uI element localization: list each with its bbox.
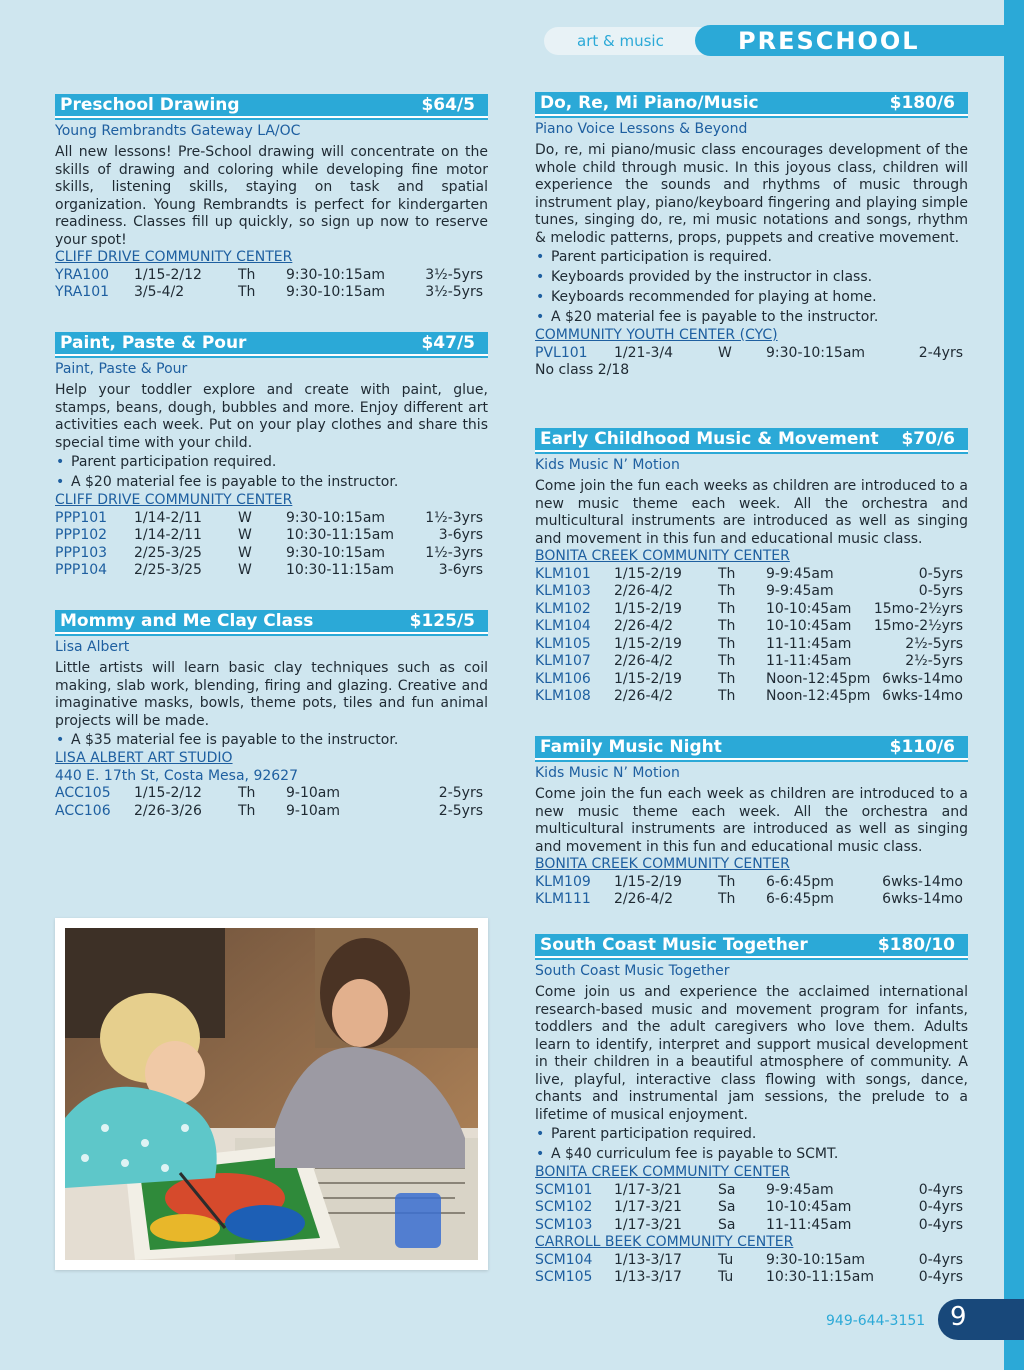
class-time: 11-11:45am — [766, 653, 852, 669]
class-code[interactable]: KLM105 — [535, 635, 591, 652]
class-row — [535, 1182, 963, 1200]
class-age: 3-6yrs — [438, 562, 483, 578]
class-dates: 1/14-2/11 — [134, 527, 202, 543]
class-row — [535, 1217, 963, 1235]
course-title: Mommy and Me Clay Class — [60, 611, 314, 631]
course-price: $125/5 — [409, 611, 475, 631]
class-code[interactable]: SCM104 — [535, 1251, 593, 1268]
class-row — [535, 688, 963, 706]
course-note-item: • A $20 material fee is payable to the instructor. — [535, 307, 968, 327]
class-dates: 1/15-2/19 — [614, 873, 682, 890]
class-dates: 2/26-4/2 — [614, 653, 674, 669]
course-notes — [535, 247, 968, 327]
class-schedule-table — [55, 267, 483, 302]
class-code[interactable]: KLM109 — [535, 873, 591, 890]
class-row — [535, 1269, 963, 1287]
class-age: 2-5yrs — [438, 785, 483, 801]
class-row — [55, 267, 483, 285]
class-row — [535, 1199, 963, 1217]
class-day: Th — [718, 618, 736, 634]
class-row — [535, 1252, 963, 1270]
class-age: 6wks-14mo — [882, 891, 963, 907]
class-dates: 2/26-4/2 — [614, 688, 674, 704]
class-day: Th — [718, 688, 736, 704]
course-instructor: Young Rembrandts Gateway LA/OC — [55, 123, 301, 139]
class-dates: 2/26-3/26 — [134, 802, 202, 819]
class-schedule-table — [535, 874, 963, 909]
class-day: Tu — [718, 1269, 734, 1285]
class-row — [55, 284, 483, 302]
class-day: Th — [238, 802, 256, 819]
class-schedule-table — [535, 345, 963, 363]
course-title-bar — [55, 94, 488, 118]
class-code[interactable]: KLM103 — [535, 583, 591, 599]
course-description: All new lessons! Pre-School drawing will concentrate on the skills of drawing and coloring while developing fine motor skills, listening skills, staying on task and spatial organization. Young Rembrandts is perfect for kindergarten readiness. Classes fill up quickly, so sign up now to reserve your spot! — [55, 144, 488, 248]
class-time: 9:30-10:15am — [766, 344, 866, 361]
class-dates: 1/17-3/21 — [614, 1216, 682, 1233]
class-row — [535, 583, 963, 601]
class-row — [535, 653, 963, 671]
section-title: PRESCHOOL — [738, 27, 920, 55]
class-row — [535, 566, 963, 584]
class-dates: 1/13-3/17 — [614, 1269, 682, 1285]
class-schedule-table — [55, 785, 483, 820]
class-schedule-table — [535, 1182, 963, 1235]
class-row — [535, 636, 963, 654]
course-schedule-note: No class 2/18 — [535, 362, 630, 378]
class-age: 0-4yrs — [918, 1199, 963, 1215]
course-note-item: • Keyboards provided by the instructor in class. — [535, 267, 968, 287]
class-time: 6-6:45pm — [766, 891, 834, 907]
class-time: 9:30-10:15am — [286, 509, 386, 526]
class-day: Th — [238, 785, 256, 801]
class-day: W — [238, 527, 252, 543]
course-instructor: South Coast Music Together — [535, 963, 730, 979]
class-code[interactable]: PPP101 — [55, 509, 108, 526]
course-title: South Coast Music Together — [540, 935, 808, 955]
class-day: Th — [718, 565, 736, 582]
class-row — [535, 891, 963, 909]
class-day: Th — [718, 670, 736, 687]
course-title-bar — [55, 610, 488, 634]
class-dates: 1/14-2/11 — [134, 509, 202, 526]
class-age: 0-5yrs — [918, 583, 963, 599]
class-code[interactable]: YRA101 — [55, 284, 110, 300]
class-time: 9-9:45am — [766, 1181, 834, 1198]
class-row — [535, 671, 963, 689]
course-description: Help your toddler explore and create with paint, glue, stamps, beans, dough, bubbles and more. Enjoy different art activities each week. Put on your play clothes and share this special time with your child. — [55, 382, 488, 451]
class-dates: 1/15-2/12 — [134, 785, 202, 801]
class-day: Th — [718, 600, 736, 617]
class-row — [535, 874, 963, 892]
course-price: $64/5 — [421, 95, 475, 115]
class-code[interactable]: SCM105 — [535, 1269, 593, 1285]
course-title-bar — [535, 736, 968, 760]
class-row — [535, 345, 963, 363]
class-code[interactable]: PPP103 — [55, 544, 108, 561]
class-dates: 1/15-2/12 — [134, 266, 202, 283]
class-age: 15mo-2½yrs — [873, 618, 963, 634]
class-time: 9-9:45am — [766, 565, 834, 582]
course-description: Come join us and experience the acclaimed international research-based music and movement program for infants, toddlers and the adult caregivers who love them. Adults learn to identify, interpret and support musical development in their children in a beautiful atmosphere of community. A live, playful, interactive class flowing with songs, dance, chants and instrumental jam sessions, the prelude to a lifetime of musical enjoyment. — [535, 984, 968, 1123]
class-age: 0-4yrs — [918, 1181, 963, 1198]
class-day: Sa — [718, 1216, 736, 1233]
class-dates: 1/15-2/19 — [614, 670, 682, 687]
left-course-3 — [55, 610, 488, 820]
class-time: 10-10:45am — [766, 618, 852, 634]
class-day: W — [718, 344, 732, 361]
class-day: W — [238, 562, 252, 578]
class-time: 9:30-10:15am — [766, 1251, 866, 1268]
class-age: 15mo-2½yrs — [873, 600, 963, 617]
course-title: Paint, Paste & Pour — [60, 333, 247, 353]
class-age: 1½-3yrs — [425, 544, 483, 561]
location-link[interactable]: CARROLL BEEK COMMUNITY CENTER — [535, 1234, 794, 1250]
course-description: Do, re, mi piano/music class encourages development of the whole child through music. In this joyous class, children will experience the sounds and rhythms of music through instrument play, piano/keyboard fingering and playing simple tunes, singing do, re, mi music notations and songs, rhythm & melodic patterns, props, puppets and creative movement. — [535, 142, 968, 246]
right-course-4 — [535, 934, 968, 1287]
location-address: 440 E. 17th St, Costa Mesa, 92627 — [55, 767, 298, 784]
course-title: Do, Re, Mi Piano/Music — [540, 93, 759, 113]
course-title: Preschool Drawing — [60, 95, 240, 115]
class-time: 10:30-11:15am — [766, 1269, 874, 1285]
class-age: 6wks-14mo — [882, 873, 963, 890]
class-age: 3½-5yrs — [425, 266, 483, 283]
course-note-item: • Parent participation required. — [55, 452, 488, 472]
class-age: 0-5yrs — [918, 565, 963, 582]
class-schedule-table — [535, 1252, 963, 1287]
course-price: $180/6 — [889, 93, 955, 113]
class-time: 9-10am — [286, 802, 340, 819]
left-course-2 — [55, 332, 488, 580]
class-age: 6wks-14mo — [882, 688, 963, 704]
course-description: Come join the fun each weeks as children are introduced to a new music theme each week. All the orchestra and multicultural instruments are introduced as well as singing and movement in this fun and educational music class. — [535, 478, 968, 547]
class-time: 9-10am — [286, 785, 340, 801]
class-day: Th — [718, 891, 736, 907]
class-code[interactable]: ACC105 — [55, 785, 111, 801]
class-age: 2-5yrs — [438, 802, 483, 819]
class-age: 0-4yrs — [918, 1251, 963, 1268]
left-course-1 — [55, 94, 488, 302]
class-row — [535, 601, 963, 619]
class-time: 11-11:45am — [766, 1216, 852, 1233]
class-time: 9:30-10:15am — [286, 544, 386, 561]
class-row — [55, 510, 483, 528]
course-note-item: • Parent participation required. — [535, 1124, 968, 1144]
right-course-2 — [535, 428, 968, 706]
class-code[interactable]: KLM111 — [535, 891, 591, 907]
class-age: 1½-3yrs — [425, 509, 483, 526]
class-row — [535, 618, 963, 636]
class-age: 2-4yrs — [918, 344, 963, 361]
class-dates: 1/15-2/19 — [614, 600, 682, 617]
class-time: 10:30-11:15am — [286, 562, 394, 578]
class-day: Th — [718, 873, 736, 890]
class-day: Th — [718, 583, 736, 599]
class-dates: 1/17-3/21 — [614, 1181, 682, 1198]
location-link[interactable]: COMMUNITY YOUTH CENTER (CYC) — [535, 327, 778, 343]
class-row — [55, 562, 483, 580]
course-price: $70/6 — [901, 429, 955, 449]
page-number: 9 — [950, 1302, 967, 1332]
course-title: Early Childhood Music & Movement — [540, 429, 879, 449]
category-label: art & music — [577, 32, 664, 50]
course-note-item: • Parent participation is required. — [535, 247, 968, 267]
course-title: Family Music Night — [540, 737, 722, 757]
course-note-item: • A $35 material fee is payable to the instructor. — [55, 730, 488, 750]
class-code[interactable]: PPP102 — [55, 527, 108, 543]
class-code[interactable]: SCM103 — [535, 1216, 593, 1233]
course-title-bar — [535, 92, 968, 116]
class-code[interactable]: PVL101 — [535, 344, 588, 361]
class-age: 3½-5yrs — [425, 284, 483, 300]
activity-photo — [55, 918, 488, 1270]
course-note-item: • A $40 curriculum fee is payable to SCMT. — [535, 1144, 968, 1164]
course-instructor: Lisa Albert — [55, 639, 130, 655]
location-link[interactable]: CLIFF DRIVE COMMUNITY CENTER — [55, 492, 293, 508]
class-time: 10-10:45am — [766, 600, 852, 617]
location-link[interactable]: BONITA CREEK COMMUNITY CENTER — [535, 1164, 790, 1180]
class-code[interactable]: KLM102 — [535, 600, 591, 617]
class-code[interactable]: PPP104 — [55, 562, 108, 578]
class-row — [55, 785, 483, 803]
class-code[interactable]: KLM108 — [535, 688, 591, 704]
class-day: Sa — [718, 1181, 736, 1198]
location-link[interactable]: LISA ALBERT ART STUDIO — [55, 750, 233, 766]
class-day: Tu — [718, 1251, 734, 1268]
class-code[interactable]: SCM101 — [535, 1181, 593, 1198]
course-price: $180/10 — [877, 935, 955, 955]
course-instructor: Piano Voice Lessons & Beyond — [535, 121, 748, 137]
class-day: Th — [718, 653, 736, 669]
class-dates: 2/25-3/25 — [134, 544, 202, 561]
course-instructor: Kids Music N’ Motion — [535, 457, 680, 473]
course-notes — [55, 730, 488, 750]
class-age: 0-4yrs — [918, 1269, 963, 1285]
class-row — [55, 803, 483, 821]
class-time: 11-11:45am — [766, 635, 852, 652]
class-schedule-table — [535, 566, 963, 706]
class-code[interactable]: KLM104 — [535, 618, 591, 634]
class-day: Sa — [718, 1199, 736, 1215]
class-dates: 2/26-4/2 — [614, 618, 674, 634]
class-dates: 1/13-3/17 — [614, 1251, 682, 1268]
class-time: Noon-12:45pm — [766, 670, 871, 687]
class-time: 6-6:45pm — [766, 873, 834, 890]
class-time: Noon-12:45pm — [766, 688, 871, 704]
class-code[interactable]: KLM101 — [535, 565, 591, 582]
class-dates: 2/26-4/2 — [614, 891, 674, 907]
course-description: Little artists will learn basic clay techniques such as coil making, slab work, blending, firing and glazing. Creative and imaginative masks, bowls, theme pots, tiles and fun animal projects will be made. — [55, 660, 488, 729]
course-title-bar — [535, 934, 968, 958]
class-age: 0-4yrs — [918, 1216, 963, 1233]
course-notes — [535, 1124, 968, 1164]
class-time: 10-10:45am — [766, 1199, 852, 1215]
class-row — [55, 545, 483, 563]
class-day: Th — [238, 266, 256, 283]
class-day: W — [238, 509, 252, 526]
class-age: 6wks-14mo — [882, 670, 963, 687]
class-time: 9:30-10:15am — [286, 266, 386, 283]
class-time: 10:30-11:15am — [286, 527, 394, 543]
class-code[interactable]: ACC106 — [55, 802, 111, 819]
course-price: $110/6 — [889, 737, 955, 757]
class-dates: 1/21-3/4 — [614, 344, 674, 361]
course-instructor: Paint, Paste & Pour — [55, 361, 188, 377]
class-code[interactable]: YRA100 — [55, 266, 110, 283]
location-link[interactable]: CLIFF DRIVE COMMUNITY CENTER — [55, 249, 293, 265]
class-schedule-table — [55, 510, 483, 580]
class-dates: 1/15-2/19 — [614, 635, 682, 652]
class-time: 9-9:45am — [766, 583, 834, 599]
location-link[interactable]: BONITA CREEK COMMUNITY CENTER — [535, 548, 790, 564]
course-notes — [55, 452, 488, 492]
class-dates: 1/17-3/21 — [614, 1199, 682, 1215]
right-course-3 — [535, 736, 968, 909]
course-instructor: Kids Music N’ Motion — [535, 765, 680, 781]
course-price: $47/5 — [421, 333, 475, 353]
class-age: 2½-5yrs — [905, 653, 963, 669]
class-dates: 1/15-2/19 — [614, 565, 682, 582]
class-age: 2½-5yrs — [905, 635, 963, 652]
class-day: Th — [718, 635, 736, 652]
course-note-item: • A $20 material fee is payable to the instructor. — [55, 472, 488, 492]
class-time: 9:30-10:15am — [286, 284, 386, 300]
class-dates: 3/5-4/2 — [134, 284, 185, 300]
class-code[interactable]: KLM106 — [535, 670, 591, 687]
class-code[interactable]: KLM107 — [535, 653, 591, 669]
class-day: W — [238, 544, 252, 561]
course-title-bar — [55, 332, 488, 356]
course-description: Come join the fun each week as children are introduced to a new music theme each week. All the orchestra and multicultural instruments are introduced as well as singing and movement in this fun and educational music class. — [535, 786, 968, 855]
class-day: Th — [238, 284, 256, 300]
course-note-item: • Keyboards recommended for playing at home. — [535, 287, 968, 307]
class-age: 3-6yrs — [438, 527, 483, 543]
class-row — [55, 527, 483, 545]
right-course-1 — [535, 92, 968, 380]
location-link[interactable]: BONITA CREEK COMMUNITY CENTER — [535, 856, 790, 872]
phone-number: 949-644-3151 — [826, 1313, 926, 1329]
page-edge-bar — [1004, 0, 1024, 1370]
course-title-bar — [535, 428, 968, 452]
class-dates: 2/26-4/2 — [614, 583, 674, 599]
class-dates: 2/25-3/25 — [134, 562, 202, 578]
class-code[interactable]: SCM102 — [535, 1199, 593, 1215]
